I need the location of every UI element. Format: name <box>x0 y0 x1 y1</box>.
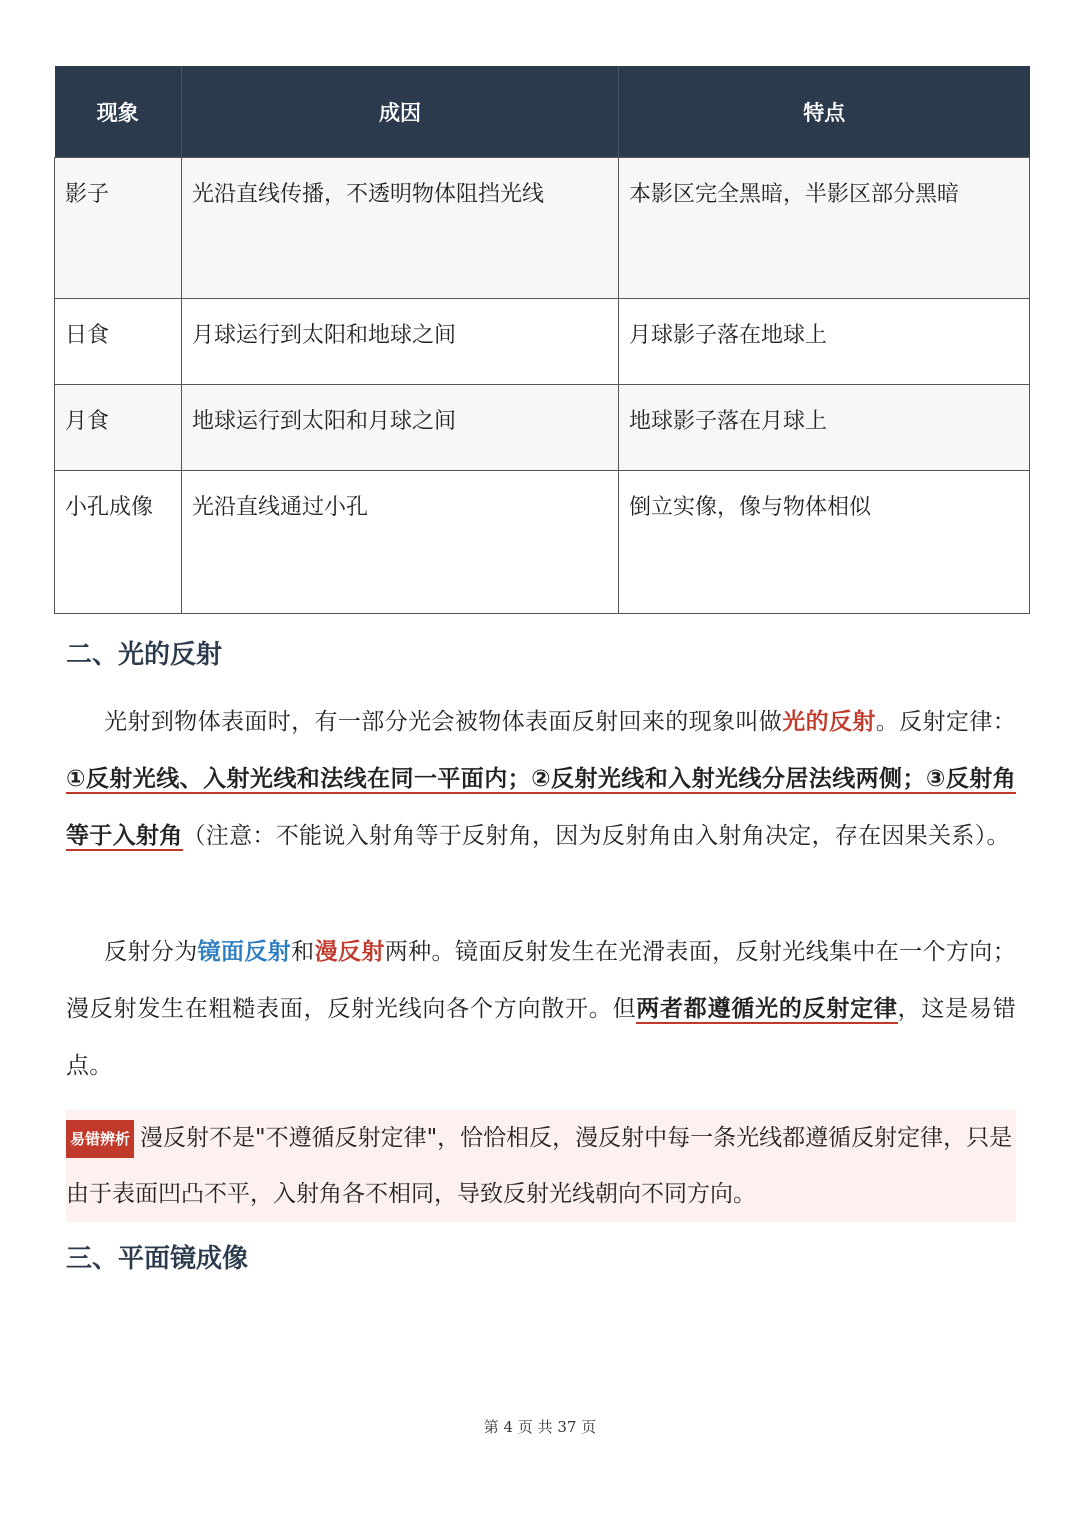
table-cell: 月球影子落在地球上 <box>619 299 1030 385</box>
table-row <box>55 299 1030 385</box>
table-cell: 日食 <box>55 299 182 385</box>
term-diffuse-reflection: 漫反射 <box>314 939 385 965</box>
paragraph-reflection-law: 光射到物体表面时，有一部分光会被物体表面反射回来的现象叫做光的反射。反射定律：①反射光线、入射光线和法线在同一平面内；②反射光线和入射光线分居法线两侧；③反射角等于入射角（注意：不能说入射角等于反射角，因为反射角由入射角决定，存在因果关系）。 <box>66 709 1017 849</box>
column-header-cause: 成因 <box>182 66 619 158</box>
error-analysis-note <box>66 1110 1016 1222</box>
table-cell: 月球运行到太阳和地球之间 <box>182 299 619 385</box>
page-number: 第 4 页 共 37 页 <box>483 1418 597 1436</box>
column-header-feature: 特点 <box>619 66 1030 158</box>
table-cell: 地球影子落在月球上 <box>619 385 1030 471</box>
paragraph-reflection-types: 反射分为镜面反射和漫反射两种。镜面反射发生在光滑表面，反射光线集中在一个方向；漫反射发生在粗糙表面，反射光线向各个方向散开。但两者都遵循光的反射定律，这是易错点。 <box>66 939 1017 1079</box>
term-reflection: 光的反射 <box>782 709 876 735</box>
emphasis-both-follow-law: 两者都遵循光的反射定律 <box>636 996 898 1022</box>
phenomena-table <box>54 66 1030 614</box>
table-cell: 影子 <box>55 158 182 299</box>
table-row <box>55 385 1030 471</box>
table-row <box>55 471 1030 614</box>
table-cell: 小孔成像 <box>55 471 182 614</box>
section-heading-reflection: 二、光的反射 <box>66 640 223 670</box>
note-text: 漫反射不是"不遵循反射定律"，恰恰相反，漫反射中每一条光线都遵循反射定律，只是由于表面凹凸不平，入射角各不相同，导致反射光线朝向不同方向。 <box>66 1125 1013 1207</box>
table-cell: 倒立实像，像与物体相似 <box>619 471 1030 614</box>
table-cell: 光沿直线通过小孔 <box>182 471 619 614</box>
column-header-phenomenon: 现象 <box>55 66 182 158</box>
section-heading-plane-mirror: 三、平面镜成像 <box>66 1244 249 1274</box>
table-cell: 地球运行到太阳和月球之间 <box>182 385 619 471</box>
reflection-law: ①反射光线、入射光线和法线在同一平面内；②反射光线和入射光线分居法线两侧；③反射角等于入射角 <box>66 766 1016 849</box>
error-analysis-badge: 易错辨析 <box>66 1120 134 1158</box>
table-header-row <box>55 66 1030 158</box>
term-mirror-reflection: 镜面反射 <box>197 939 292 965</box>
table-cell: 月食 <box>55 385 182 471</box>
table-row <box>55 158 1030 299</box>
table-cell: 光沿直线传播，不透明物体阻挡光线 <box>182 158 619 299</box>
table-cell: 本影区完全黑暗，半影区部分黑暗 <box>619 158 1030 299</box>
